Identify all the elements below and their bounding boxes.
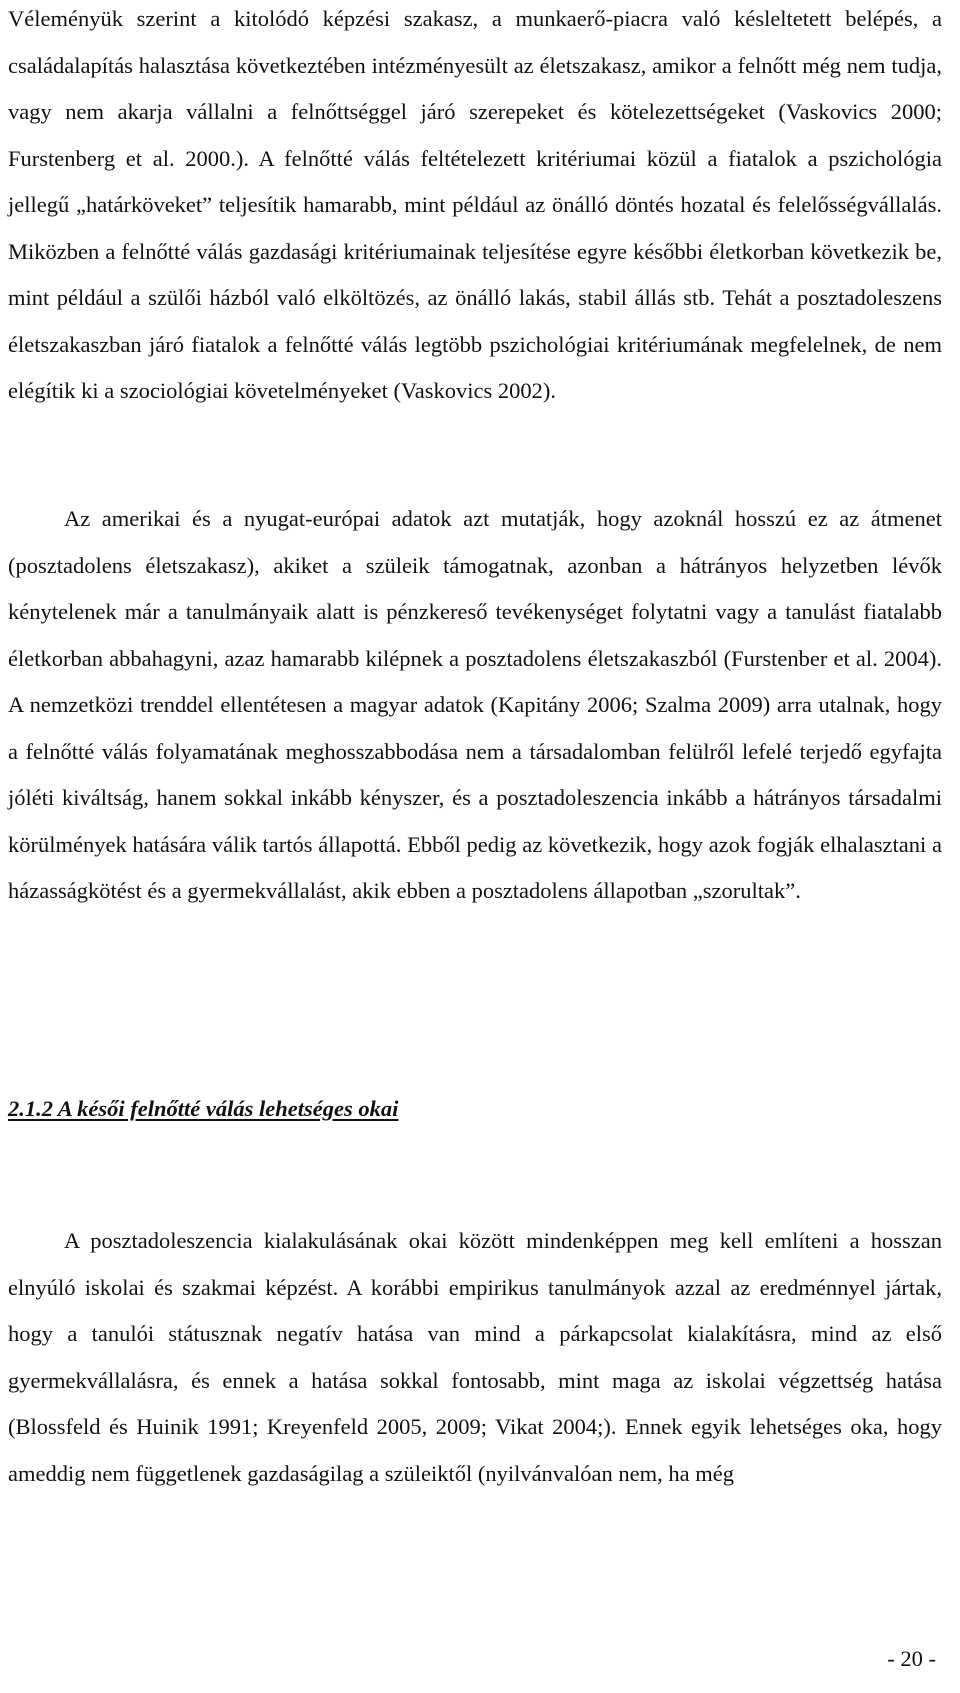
page-number: - 20 - bbox=[887, 1646, 936, 1671]
section-heading: 2.1.2 A késői felnőtté válás lehetséges okai bbox=[8, 1096, 399, 1121]
paragraph-1: Véleményük szerint a kitolódó képzési szakasz, a munkaerő-piacra való késleltetett belépés, a családalapítás halasztása következtében intézményesült az életszakasz, amikor a felnőtt még nem tudja, vagy nem akarja vállalni a felnőttséggel járó szerepeket és kötelezettségeket (Vaskovics 2000; Furstenberg et al. 2000.). A felnőtté válás feltételezett kritériumai közül a fiatalok a pszichológia jellegű „határköveket” teljesítik hamarabb, mint például az önálló döntés hozatal és felelősségvállalás. Miközben a felnőtté válás gazdasági kritériumainak teljesítése egyre későbbi életkorban következik be, mint például a szülői házból való elköltözés, az önálló lakás, stabil állás stb. Tehát a posztadoleszens életszakaszban járó fiatalok a felnőtté válás legtöbb pszichológiai kritériumának megfelelnek, de nem elégítik ki a szociológiai követelményeket (Vaskovics 2002). bbox=[8, 6, 942, 403]
paragraph-2: Az amerikai és a nyugat-európai adatok azt mutatják, hogy azoknál hosszú ez az átmenet (posztadolens életszakasz), akiket a szüleik támogatnak, azonban a hátrányos helyzetben lévők kénytelenek már a tanulmányaik alatt is pénzkereső tevékenységet folytatni vagy a tanulást fiatalabb életkorban abbahagyni, azaz hamarabb kilépnek a posztadolens életszakaszból (Furstenber et al. 2004). A nemzetközi trenddel ellentétesen a magyar adatok (Kapitány 2006; Szalma 2009) arra utalnak, hogy a felnőtté válás folyamatának meghosszabbodása nem a társadalomban felülről lefelé terjedő egyfajta jóléti kiváltság, hanem sokkal inkább kényszer, és a posztadoleszencia inkább a hátrányos társadalmi körülmények hatására válik tartós állapottá. Ebből pedig az következik, hogy azok fogják elhalasztani a házasságkötést és a gyermekvállalást, akik ebben a posztadolens állapotban „szorultak”. bbox=[8, 506, 942, 903]
paragraph-3: A posztadoleszencia kialakulásának okai között mindenképpen meg kell említeni a hosszan elnyúló iskolai és szakmai képzést. A korábbi empirikus tanulmányok azzal az eredménnyel jártak, hogy a tanulói státusznak negatív hatása van mind a párkapcsolat kialakításra, mind az első gyermekvállalásra, és ennek a hatása sokkal fontosabb, mint maga az iskolai végzettség hatása (Blossfeld és Huinik 1991; Kreyenfeld 2005, 2009; Vikat 2004;). Ennek egyik lehetséges oka, hogy ameddig nem függetlenek gazdaságilag a szüleiktől (nyilvánvalóan nem, ha még bbox=[8, 1228, 942, 1486]
